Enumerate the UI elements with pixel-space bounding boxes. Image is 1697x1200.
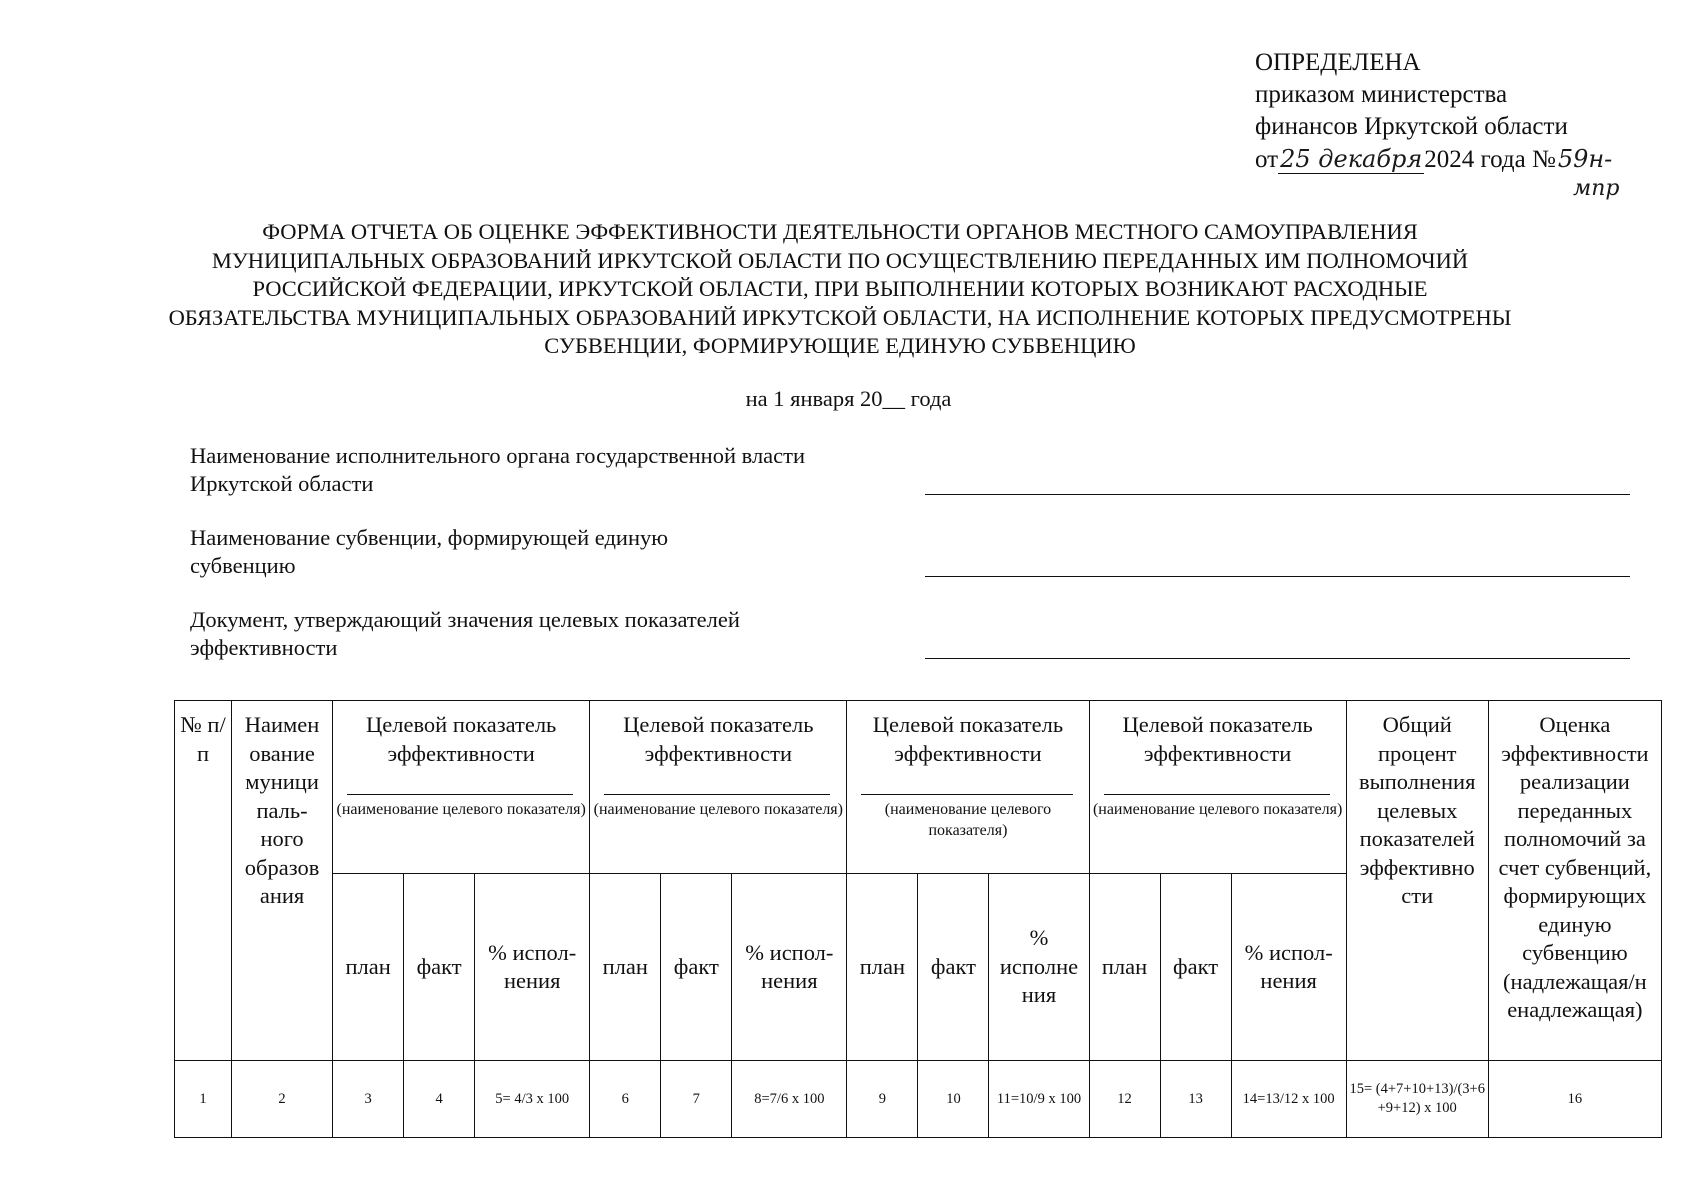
approval-stamp [1255, 47, 1620, 201]
header-total-percent: Общий процент выполнения целевых показателей эффективно сти [1346, 701, 1488, 1061]
indicator-4-title: Целевой показатель эффективности [1122, 712, 1313, 766]
col-num-6: 6 [590, 1061, 661, 1138]
approval-date-line [1255, 143, 1620, 201]
approval-line-3: финансов Иркутской области [1255, 113, 1568, 140]
indicator-3-percent: % исполне ния [989, 874, 1089, 1061]
report-table [174, 700, 1662, 1138]
header-indicator-3 [847, 701, 1089, 874]
col-num-11: 11=10/9 x 100 [989, 1061, 1089, 1138]
col-num-16: 16 [1488, 1061, 1661, 1138]
indicator-2-title: Целевой показатель эффективности [623, 712, 814, 766]
approval-number-handwritten: 59н- [1557, 145, 1613, 173]
indicator-2-percent: % испол- нения [732, 874, 847, 1061]
header-evaluation: Оценка эффективности реализации переданных полномочий за счет субвенций, формирующих единую субвенцию (надлежащая/н енадлежащая) [1488, 701, 1661, 1061]
col-num-14: 14=13/12 x 100 [1231, 1061, 1346, 1138]
col-num-15: 15= (4+7+10+13)/(3+6 +9+12) x 100 [1346, 1061, 1488, 1138]
col-num-12: 12 [1089, 1061, 1160, 1138]
approval-line-1: ОПРЕДЕЛЕНА [1255, 49, 1421, 76]
indicator-3-fact: факт [918, 874, 989, 1061]
field-subvention-label-1: Наименование субвенции, формирующей единую [190, 525, 669, 550]
col-num-3: 3 [333, 1061, 404, 1138]
indicator-4-plan: план [1089, 874, 1160, 1061]
col-num-5: 5= 4/3 x 100 [475, 1061, 590, 1138]
approval-date-handwritten: 25 декабря [1280, 145, 1423, 173]
approval-year: 2024 года [1424, 146, 1526, 173]
col-num-9: 9 [847, 1061, 918, 1138]
indicator-2-caption: (наименование целевого показателя) [593, 801, 843, 818]
header-municipality: Наимен ование муници паль- ного образов ания [232, 701, 333, 1061]
col-num-13: 13 [1160, 1061, 1231, 1138]
header-indicator-1 [333, 701, 590, 874]
indicator-1-fact: факт [404, 874, 475, 1061]
document-title: ФОРМА ОТЧЕТА ОБ ОЦЕНКЕ ЭФФЕКТИВНОСТИ ДЕЯТЕЛЬНОСТИ ОРГАНОВ МЕСТНОГО САМОУПРАВЛЕНИЯ МУНИЦИПАЛЬНЫХ ОБРАЗОВАНИЙ ИРКУТСКОЙ ОБЛАСТИ ПО ОСУЩЕСТВЛЕНИЮ ПЕРЕДАННЫХ ИМ ПОЛНОМОЧИЙ РОССИЙСКОЙ ФЕДЕРАЦИИ, ИРКУТСКОЙ ОБЛАСТИ, ПРИ ВЫПОЛНЕНИИ КОТОРЫХ ВОЗНИКАЮТ РАСХОДНЫЕ ОБЯЗАТЕЛЬСТВА МУНИЦИПАЛЬНЫХ ОБРАЗОВАНИЙ ИРКУТСКОЙ ОБЛАСТИ, НА ИСПОЛНЕНИЕ КОТОРЫХ ПРЕДУСМОТРЕНЫ СУБВЕНЦИИ, ФОРМИРУЮЩИЕ ЕДИНУЮ СУБВЕНЦИЮ [168, 219, 1512, 358]
field-organ-label-2: Иркутской области [190, 471, 374, 496]
header-row-1 [175, 701, 1662, 874]
header-indicator-2 [590, 701, 847, 874]
indicator-1-caption: (наименование целевого показателя) [336, 801, 586, 818]
field-organ-input-line[interactable] [925, 494, 1630, 495]
indicator-4-caption: (наименование целевого показателя) [1092, 801, 1343, 818]
col-num-10: 10 [918, 1061, 989, 1138]
indicator-3-caption: (наименование целевого показателя) [884, 801, 1052, 839]
indicator-3-plan: план [847, 874, 918, 1061]
field-document-input-line[interactable] [925, 658, 1630, 659]
indicator-2-fact: факт [661, 874, 732, 1061]
header-indicator-4 [1089, 701, 1346, 874]
field-organ-label-1: Наименование исполнительного органа государственной власти [190, 443, 806, 468]
approval-from: от [1255, 146, 1279, 173]
header-number: № п/п [175, 701, 232, 1061]
approval-number-handwritten-2: мпр [1573, 176, 1620, 201]
field-subvention-input-line[interactable] [925, 576, 1630, 577]
indicator-1-percent: % испол- нения [475, 874, 590, 1061]
col-num-8: 8=7/6 x 100 [732, 1061, 847, 1138]
col-num-7: 7 [661, 1061, 732, 1138]
col-num-4: 4 [404, 1061, 475, 1138]
indicator-3-title: Целевой показатель эффективности [872, 712, 1064, 766]
col-num-1: 1 [175, 1061, 232, 1138]
indicator-2-plan: план [590, 874, 661, 1061]
field-subvention-label-2: субвенцию [190, 553, 296, 578]
report-date-line: на 1 января 20__ года [745, 386, 952, 411]
indicator-1-title: Целевой показатель эффективности [366, 712, 557, 766]
field-organ [190, 442, 1630, 498]
approval-line-2: приказом министерства [1255, 81, 1508, 108]
approval-number-sign: № [1531, 146, 1556, 173]
field-document-label-2: эффективности [190, 635, 338, 660]
field-subvention [190, 524, 1630, 580]
field-document-label-1: Документ, утверждающий значения целевых показателей [190, 607, 740, 632]
indicator-4-percent: % испол- нения [1231, 874, 1346, 1061]
field-document [190, 606, 1630, 662]
indicator-4-fact: факт [1160, 874, 1231, 1061]
indicator-1-plan: план [333, 874, 404, 1061]
column-numbers-row [175, 1061, 1662, 1138]
col-num-2: 2 [232, 1061, 333, 1138]
